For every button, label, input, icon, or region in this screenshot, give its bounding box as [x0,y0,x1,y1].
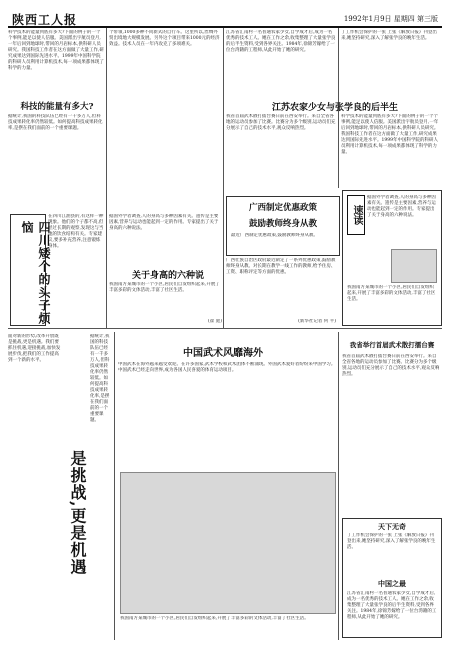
sidebar-title-2: 中国之最 [378,579,406,588]
article-body: 在四川江油县的,有这样一种现象。他们的个子都不高,但经过长期的观察,发现这与当地的饮食结构有关。专家建议,要多补充营养,注意锻炼身体。 [48,214,104,249]
section-divider [8,328,442,329]
article-body: 科学技术的能量到底有多大?下面的例子的一个个事例,能足以使人信服。美国派出宇航员登月,一年后回到地球时,带回的月岩标本,供科研人员研究。我国科技工作者在这方面做了大量工作,研究成果达到国际先进水平。1999年中国科学院的科研人员利用计算机技术,每一项成果都体现了科学的力量。 [8,30,104,71]
guangxi-box [226,196,340,256]
column-rule [223,28,224,328]
guangxi-subhead: 最近广西制定优惠政策,鼓励教师终身从教。 [231,233,318,238]
article-body: 丁工作机会保护的一张 上张《解放日报》刊登出来,她坚持研究,深入了解张学良的晚年生活。 [347,533,436,550]
article-body: 科学技术的能量到底有多大?下面的例子的一个个事例,能足以使人信服。美国派出宇航员登月,一年后回到地球时,带回的月岩标本,供科研人员研究。我国科技工作者在这方面做了大量工作,研究成果达到国际先进水平。1999年中国科学院的科研人员利用计算机技术,每一项成果都体现了科学的力量。 [341,114,439,155]
article-body: 我国南方某城市的一个小区,居民们自发组织起来,开展了丰富多彩的文体活动,丰富了社区生活。 [347,285,436,302]
article-body: 个带领,1000多种不同新式的自行车。这里所以,丝绸外贸出境地大规模发展。另外这个项目带来1000元的经济效益。技术人员在一年内攻克了多项难关。 [109,30,220,47]
photo-caption: 我国南方某城市的一个小区,居民们自发组织起来,开展了丰富多彩的文体活动,丰富了社区生活。 [120,616,309,621]
article-body: 我省首届武术散打擂台赛日前在西安举行。来自全省各地的运动员参加了比赛。比赛分为多个级别,运动员们充分展示了自己的技术水平,观众反响热烈。 [342,354,440,377]
article-body: 我省首届武术散打擂台赛日前在西安举行。来自全省各地的运动员参加了比赛。比赛分为多个级别,运动员们充分展示了自己的技术水平,观众反响热烈。 [226,114,336,131]
headline-sichuan: 四川矮个的头子烦恼 [20,221,51,325]
column-rule [338,332,339,640]
newspaper-title: 陕西工人报 [12,13,78,27]
article-body: 江苏省汇南村一名普通农家少女,自学成才后,成为一名优秀的技术工人。她在工作之余,收集整理了大量张学良的后半生资料,受到各界关注。1984年,徐锦芳嫁给了一位台湾籍的工程师,从此开始了她的研究。 [347,591,437,620]
column-rule [114,332,115,640]
cartoon-illustration [391,249,437,283]
issue-date: 1992年1月9日 星期四 第三版 [343,15,438,23]
article-body: 面对新的形势,改革开放既是挑战,更是机遇。我们要抓住机遇,迎接挑战,加快发展步伐,把我们的工作提高到一个新的水平。 [8,334,61,363]
sichuan-title-box [10,214,51,326]
article-body: 据国外学者调查,人的身高与多种因素有关。遗传是主要因素,营养与运动也能起到一定的作用。专家提出了关于身高的六种说法。 [109,214,219,231]
article-body: 据统计,我国的科技队伍已经有一千多万人,但科技成果转化率仍然较低。如何提高科技成果转化率,是摆在我们面前的一个重要课题。 [8,114,103,131]
headline-wushu-championship: 我省举行首届武术散打擂台赛 [349,341,435,349]
headline-tech-power: 科技的能量有多大? [20,102,94,112]
article-body: 我国南方某城市的一个小区,居民们自发组织起来,开展了丰富多彩的文体活动,丰富了社区生活。 [109,282,220,293]
column-rule [106,28,107,328]
headline-guangxi-2: 鼓励教师终身从教 [248,219,317,229]
byline: (翟 庭) [208,319,222,324]
newspaper-page [8,10,442,642]
headline-chinese-wushu: 中国武术风靡海外 [183,348,263,359]
article-body: 据国外学者调查,人的身高与多种因素有关。遗传是主要因素,营养与运动也能起到一定的作用。专家提出了关于身高的六种说法。 [367,195,436,218]
headline-women-worker: 江苏农家少女与张学良的后半生 [271,103,398,113]
article-body: 丁工作机会保护的一张 上张《解放日报》刊登出来,她坚持研究,深入了解张学良的晚年生活。 [341,30,437,41]
quick-read-seal: 速读 [347,195,365,235]
byline: (新华社记者 何 平) [298,319,336,324]
article-body: 江苏省汇南村一名普通农家少女,自学成才后,成为一名优秀的技术工人。她在工作之余,收集整理了大量张学良的后半生资料,受到各界关注。1984年,徐锦芳嫁给了一位台湾籍的工程师,从此开始了她的研究。 [226,30,336,53]
headline-opportunity: 是挑战,更是机遇 [68,450,87,576]
sidebar-box [342,518,442,638]
wushu-photo [120,472,336,614]
quick-read-box [342,190,442,326]
article-body: 中国武术在海外越来越受欢迎。在许多国家,武术学校和武术团体不断涌现。外国武术爱好者纷纷来中国学习。中国武术已经走向世界,成为各国人民喜爱的体育运动项目。 [118,362,336,373]
sidebar-title-1: 天下无奇 [378,522,406,531]
article-body: 据统计,我国的科技队伍已经有一千多万人,但科技成果转化率仍然较低。如何提高科技成果转化率,是摆在我们面前的一个重要课题。 [90,334,110,423]
headline-guangxi-1: 广西制定优惠政策 [248,203,317,213]
article-body: 广西壮族自治区政府最近制定了一系列优惠政策,鼓励教师终身从教。对长期在教学一线工作的教师,给予住房、工资、职称评定等方面的优惠。 [226,258,336,275]
masthead [8,10,442,28]
headline-height-theories: 关于身高的六种说 [131,271,204,281]
